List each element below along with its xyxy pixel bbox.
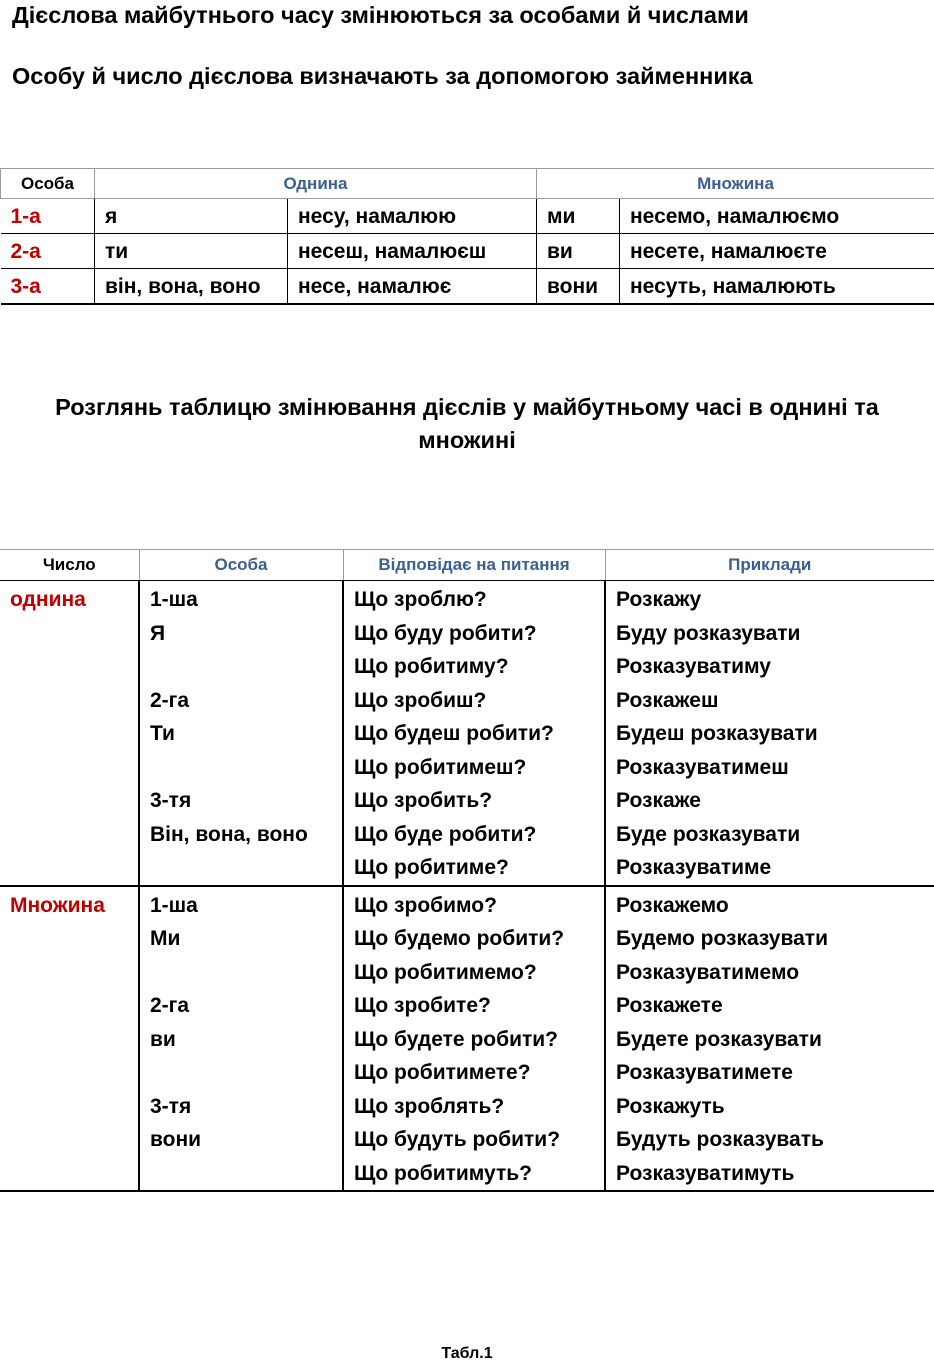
- question-line: Що робитимуть?: [354, 1157, 594, 1191]
- question-line: Що зробите?: [354, 989, 594, 1023]
- example-line: Розкажу: [616, 583, 924, 617]
- table2-row: [0, 581, 934, 886]
- person-line: ви: [150, 1023, 332, 1057]
- verbs-plural-cell: несете, намалюєте: [620, 234, 934, 269]
- person-line: [150, 650, 332, 684]
- question-line: Що робитимеш?: [354, 751, 594, 785]
- conjugation-table-pronouns: [0, 168, 934, 305]
- verbs-plural-cell: несемо, намалюємо: [620, 199, 934, 234]
- example-line: Розказуватимемо: [616, 956, 924, 990]
- person-line: 3-тя: [150, 1090, 332, 1124]
- pronoun-singular-cell: я: [95, 199, 288, 234]
- example-line: Розказуватимете: [616, 1056, 924, 1090]
- person-cell: 3-а: [1, 269, 95, 305]
- question-line: Що робитимемо?: [354, 956, 594, 990]
- question-line: Що робитиму?: [354, 650, 594, 684]
- person-line: [150, 751, 332, 785]
- verbs-singular-cell: несе, намалює: [288, 269, 537, 305]
- verbs-plural-cell: несуть, намалюють: [620, 269, 934, 305]
- example-line: Розкажуть: [616, 1090, 924, 1124]
- example-line: Розказуватимуть: [616, 1157, 924, 1191]
- table2-row: [0, 886, 934, 1192]
- heading-person-number-pronoun: Особу й число дієслова визначають за допомогою займенника: [12, 61, 753, 91]
- table2-header-question: Відповідає на питання: [343, 550, 605, 581]
- question-line: Що будуть робити?: [354, 1123, 594, 1157]
- question-line: Що робитиме?: [354, 851, 594, 885]
- question-line: Що буду робити?: [354, 617, 594, 651]
- pronoun-plural-cell: ми: [537, 199, 620, 234]
- person-cell: 1-а: [1, 199, 95, 234]
- verbs-singular-cell: несу, намалюю: [288, 199, 537, 234]
- example-line: Будеш розказувати: [616, 717, 924, 751]
- person-line: 3-тя: [150, 784, 332, 818]
- example-cell: [605, 581, 934, 886]
- table-caption: Табл.1: [0, 1343, 934, 1365]
- person-cell: [139, 581, 343, 886]
- example-cell: [605, 886, 934, 1192]
- table1-header-singular: Однина: [95, 169, 537, 199]
- table1-row: [1, 199, 934, 234]
- example-line: Будемо розказувати: [616, 922, 924, 956]
- table1-header-person: Особа: [1, 169, 95, 199]
- table2-header-examples: Приклади: [605, 550, 934, 581]
- person-cell: 2-а: [1, 234, 95, 269]
- table2-header-row: [0, 550, 934, 581]
- example-line: Розкажеш: [616, 684, 924, 718]
- question-line: Що будете робити?: [354, 1023, 594, 1057]
- table1-header-plural: Множина: [537, 169, 934, 199]
- table2-header-person: Особа: [139, 550, 343, 581]
- pronoun-singular-cell: він, вона, воно: [95, 269, 288, 305]
- table2-header-number: Число: [0, 550, 139, 581]
- question-cell: [343, 581, 605, 886]
- person-cell: [139, 886, 343, 1192]
- question-line: Що робитимете?: [354, 1056, 594, 1090]
- verbs-singular-cell: несеш, намалюєш: [288, 234, 537, 269]
- person-line: 2-га: [150, 989, 332, 1023]
- question-line: Що будеш робити?: [354, 717, 594, 751]
- example-line: Буде розказувати: [616, 818, 924, 852]
- person-line: Ми: [150, 922, 332, 956]
- table2-body: [0, 581, 934, 1192]
- person-line: 1-ша: [150, 889, 332, 923]
- example-line: Будуть розказувать: [616, 1123, 924, 1157]
- person-line: [150, 1157, 332, 1191]
- heading-future-tense-change: Дієслова майбутнього часу змінюються за особами й числами: [12, 0, 749, 30]
- question-line: Що зробить?: [354, 784, 594, 818]
- person-line: Я: [150, 617, 332, 651]
- question-line: Що буде робити?: [354, 818, 594, 852]
- example-line: Розкажете: [616, 989, 924, 1023]
- example-line: Розкаже: [616, 784, 924, 818]
- question-line: Що зробимо?: [354, 889, 594, 923]
- person-line: вони: [150, 1123, 332, 1157]
- number-cell: Множина: [0, 886, 139, 1192]
- example-line: Буду розказувати: [616, 617, 924, 651]
- question-line: Що зроблю?: [354, 583, 594, 617]
- table1-header-row: [1, 169, 934, 199]
- example-line: Розказуватиме: [616, 851, 924, 885]
- question-line: Що будемо робити?: [354, 922, 594, 956]
- conjugation-table-questions: [0, 549, 934, 1192]
- pronoun-singular-cell: ти: [95, 234, 288, 269]
- person-line: [150, 1056, 332, 1090]
- question-cell: [343, 886, 605, 1192]
- person-line: 2-га: [150, 684, 332, 718]
- person-line: [150, 851, 332, 885]
- person-line: 1-ша: [150, 583, 332, 617]
- table1-row: [1, 234, 934, 269]
- table1-row: [1, 269, 934, 305]
- table1-body: [1, 199, 934, 305]
- heading-review-table: Розглянь таблицю змінювання дієслів у майбутньому часі в однині та множині: [40, 391, 894, 457]
- pronoun-plural-cell: ви: [537, 234, 620, 269]
- example-line: Розказуватимеш: [616, 751, 924, 785]
- question-line: Що зроблять?: [354, 1090, 594, 1124]
- number-cell: однина: [0, 581, 139, 886]
- example-line: Будете розказувати: [616, 1023, 924, 1057]
- person-line: Ти: [150, 717, 332, 751]
- example-line: Розкажемо: [616, 889, 924, 923]
- example-line: Розказуватиму: [616, 650, 924, 684]
- question-line: Що зробиш?: [354, 684, 594, 718]
- pronoun-plural-cell: вони: [537, 269, 620, 305]
- person-line: Він, вона, воно: [150, 818, 332, 852]
- person-line: [150, 956, 332, 990]
